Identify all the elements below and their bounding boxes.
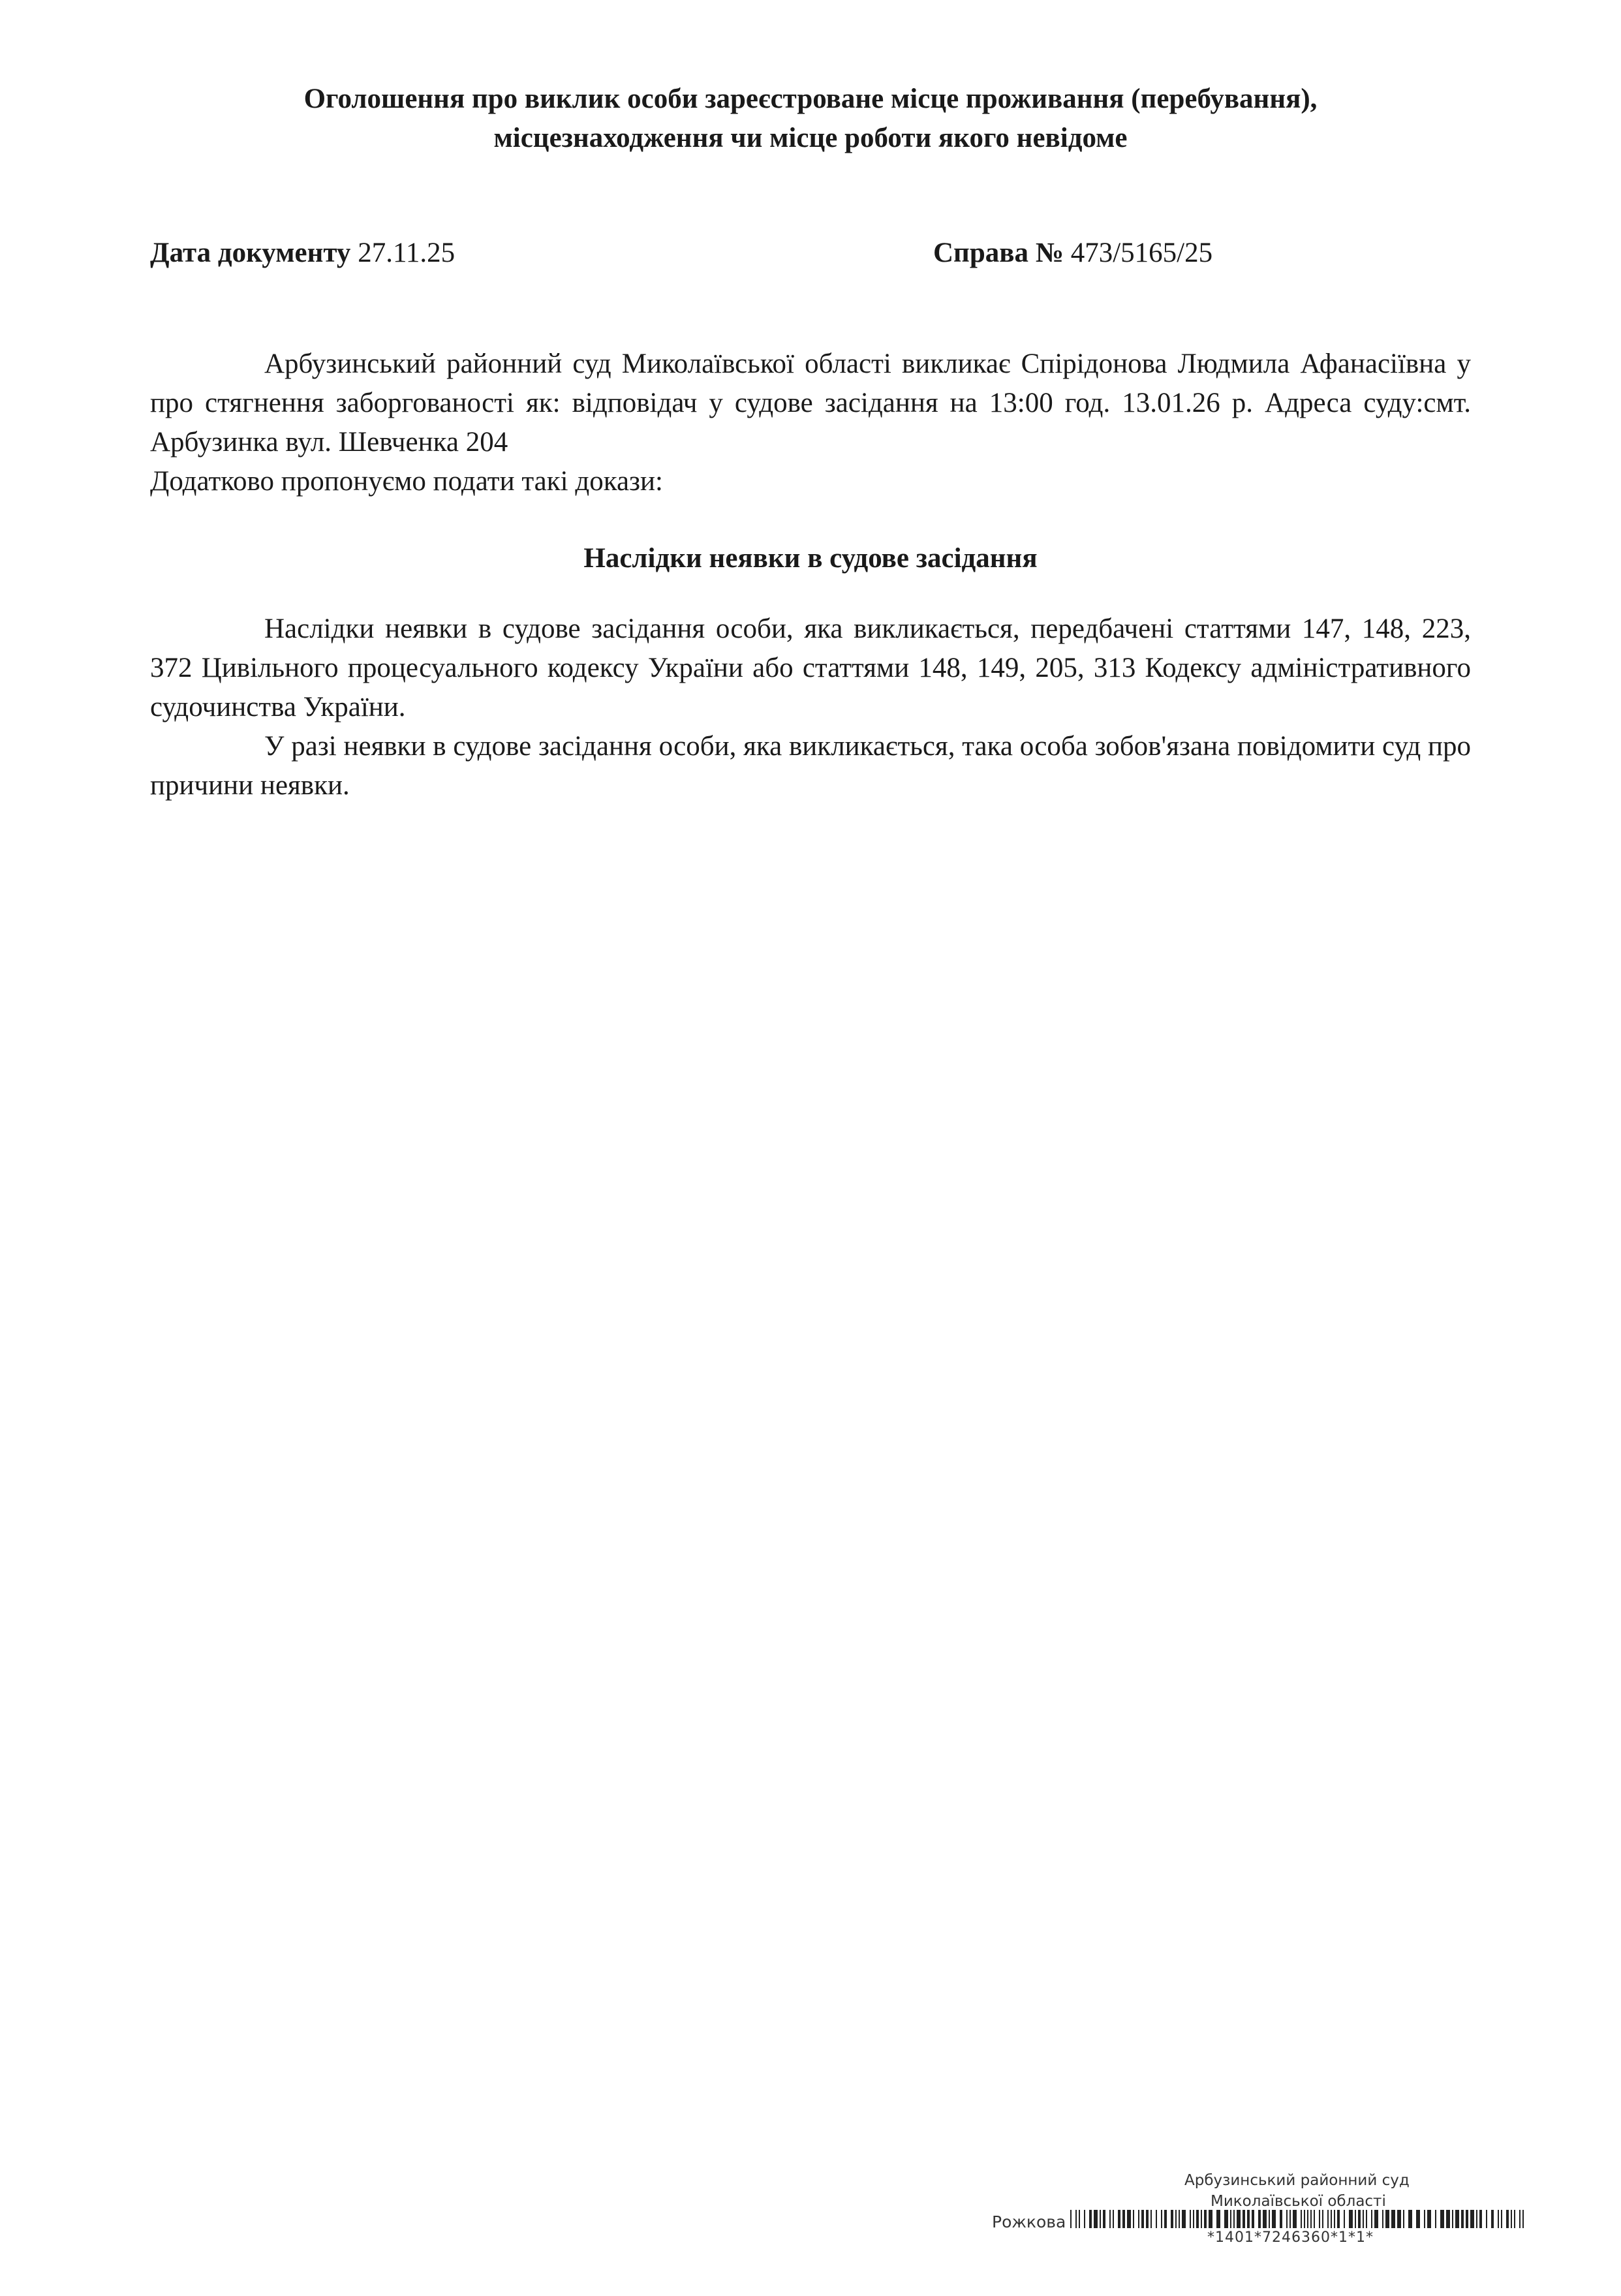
stamp-region-name: Миколаївської області <box>1211 2193 1386 2210</box>
evidence-request-line: Додатково пропонуємо подати такі докази: <box>150 466 663 497</box>
case-number <box>933 234 1212 273</box>
case-number-label: Справа № <box>933 238 1064 268</box>
document-title-line-2: місцезнаходження чи місце роботи якого невідоме <box>493 123 1128 153</box>
document-title-line-1: Оголошення про виклик особи зареєстроване місце проживання (перебування), <box>303 84 1318 114</box>
consequences-section <box>150 610 1471 805</box>
document-date <box>150 234 455 273</box>
barcode-image <box>1070 2210 1527 2228</box>
stamp-court-name: Арбузинський районний суд <box>1184 2172 1410 2189</box>
document-date-value: 27.11.25 <box>358 238 455 268</box>
stamp-barcode-code: *1401*7246360*1*1* <box>1207 2229 1374 2246</box>
document-date-label: Дата документу <box>150 238 351 268</box>
consequences-heading: Наслідки неявки в судове засідання <box>583 543 1038 574</box>
summons-section <box>150 345 1471 501</box>
stamp-clerk-name: Рожкова <box>992 2212 1066 2231</box>
consequences-paragraph-1: Наслідки неявки в судове засідання особи, яка викликається, передбачені статтями 147, 148, 223, 372 Цивільного процесуального кодексу України або статтями 148, 149, 205, 313 Кодексу адміністративного судочинства України. <box>150 613 1471 722</box>
document-title <box>150 80 1471 158</box>
case-number-value: 473/5165/25 <box>1070 238 1213 268</box>
document-meta-row <box>150 234 1471 273</box>
consequences-paragraph-2: У разі неявки в судове засідання особи, яка викликається, така особа зобов'язана повідомити суд про причини неявки. <box>150 731 1471 801</box>
summons-paragraph: Арбузинський районний суд Миколаївської області викликає Спірідонова Людмила Афанасіївна у про стягнення заборгованості як: відповідач у судове засідання на 13:00 год. 13.01.26 р. Адреса суду:смт. Арбузинка вул. Шевченка 204 <box>150 349 1471 458</box>
